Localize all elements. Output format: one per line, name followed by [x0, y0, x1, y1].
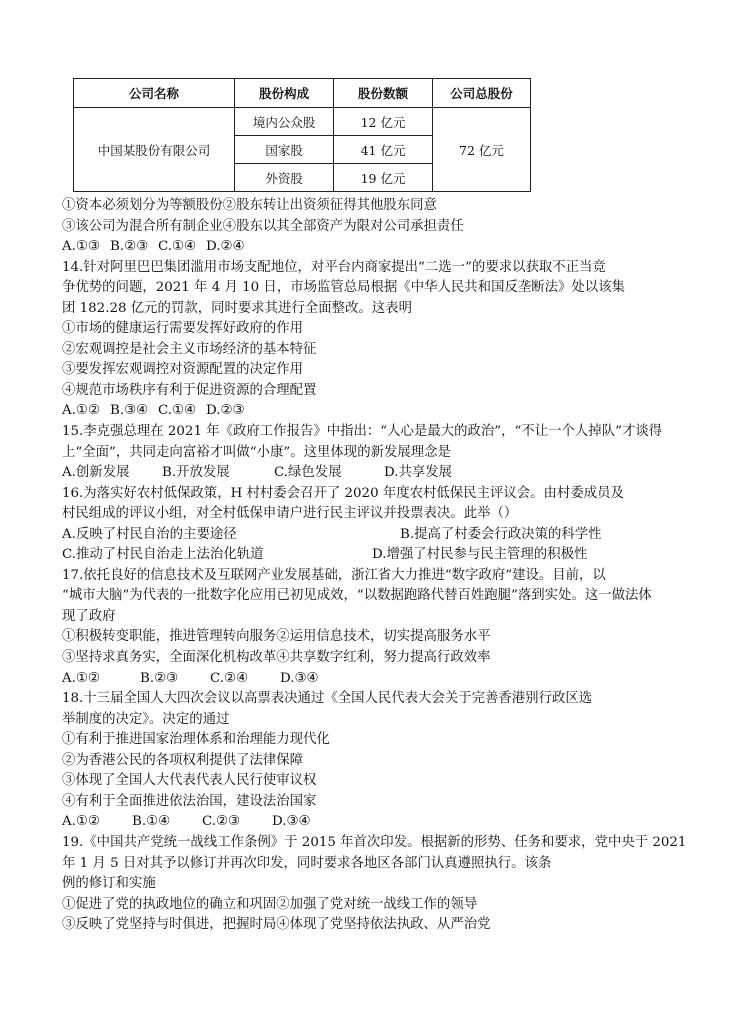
total-shares-cell: 72 亿元	[433, 108, 531, 192]
q17-option-a[interactable]: A.①②	[62, 670, 100, 686]
q14-stem-line: 14.针对阿里巴巴集团滥用市场支配地位，对平台内商家提出“二选一”的要求以获取不正当竞	[62, 259, 606, 275]
q17-stem-line: 17.依托良好的信息技术及互联网产业发展基础，浙江省大力推进“数字政府”建设。目前，以	[62, 567, 606, 583]
share-type-cell: 境内公众股	[235, 108, 334, 136]
header-share-type: 股份构成	[235, 79, 334, 108]
q19-stem-line: 例的修订和实施	[62, 876, 156, 892]
q13-statement-line: ①资本必须划分为等额股份②股东转让出资须征得其他股东同意	[62, 198, 437, 213]
q16-options-cd	[62, 545, 722, 566]
q16-option-c[interactable]: C.推动了村民自治走上法治化轨道	[62, 547, 264, 563]
q17-statements-34: ③坚持求真务实，全面深化机构改革④共享数字红利，努力提高行政效率	[62, 650, 491, 666]
q15-option-c[interactable]: C.绿色发展	[274, 465, 342, 481]
q14-statement-2: ②宏观调控是社会主义市场经济的基本特征	[62, 341, 317, 357]
q14-statement-3: ③要发挥宏观调控对资源配置的决定作用	[62, 362, 304, 378]
q15-options	[62, 463, 722, 484]
q18-option-b[interactable]: B.①④	[132, 814, 171, 830]
q14-options	[62, 401, 722, 422]
company-name-cell: 中国某股份有限公司	[74, 108, 235, 192]
share-amount-cell: 19 亿元	[334, 164, 433, 192]
q14-option-b[interactable]: B.③④	[110, 403, 149, 419]
q15-stem-line: 15.李克强总理在 2021 年《政府工作报告》中指出：“人心是最大的政治”，“不让一个人掉队”才谈得	[62, 424, 663, 440]
q13-statement-line: ③该公司为混合所有制企业④股东以其全部资产为限对公司承担责任	[62, 218, 464, 234]
q17-option-c[interactable]: C.②④	[210, 670, 249, 686]
q16-stem-line: 村民组成的评议小组，对全村低保申请户进行民主评议并投票表决。此举（）	[62, 506, 518, 522]
header-share-amount: 股份数额	[334, 79, 433, 108]
q13-option-b[interactable]: B.②③	[110, 239, 149, 255]
q14-statement-1: ①市场的健康运行需要发挥好政府的作用	[62, 321, 304, 337]
q14-stem-line: 争优势的问题，2021 年 4 月 10 日，市场监管总局根据《中华人民共和国反垄断法》处以该集	[62, 280, 625, 296]
q18-stem-line: 举制度的决定》。决定的通过	[62, 711, 230, 727]
share-amount-cell: 41 亿元	[334, 136, 433, 164]
q16-option-d[interactable]: D.增强了村民参与民主管理的积极性	[372, 547, 588, 563]
q16-stem-line: 16.为落实好农村低保政策，H 村村委会召开了 2020 年度农村低保民主评议会。由村委成员及	[62, 485, 624, 501]
q15-stem-line: 上“全面”，共同走向富裕才叫做“小康”。这里体现的新发展理念是	[62, 444, 451, 460]
q16-option-a[interactable]: A.反映了村民自治的主要途径	[62, 526, 237, 542]
q16-options-ab	[62, 525, 722, 546]
q15-option-b[interactable]: B.开放发展	[162, 465, 230, 481]
question-text-body	[62, 196, 722, 936]
header-company-name: 公司名称	[74, 79, 235, 108]
q18-option-a[interactable]: A.①②	[62, 814, 100, 830]
q19-statements-12: ①促进了党的执政地位的确立和巩固②加强了党对统一战线工作的领导	[62, 896, 478, 912]
q14-option-c[interactable]: C.①④	[158, 403, 197, 419]
q18-statement-1: ①有利于推进国家治理体系和治理能力现代化	[62, 732, 330, 748]
share-type-cell: 国家股	[235, 136, 334, 164]
q14-option-a[interactable]: A.①②	[62, 403, 100, 419]
share-structure-table	[73, 78, 531, 192]
q14-stem-line: 团 182.28 亿元的罚款，同时要求其进行全面整改。这表明	[62, 300, 412, 316]
q18-options	[62, 812, 722, 833]
q17-statements-12: ①积极转变职能，推进管理转向服务②运用信息技术，切实提高服务水平	[62, 629, 491, 645]
q19-stem-line: 19.《中国共产党统一战线工作条例》于 2015 年首次印发。根据新的形势、任务和要求，党中央于 2021	[62, 834, 687, 850]
q13-option-d[interactable]: D.②④	[206, 239, 245, 255]
q18-option-c[interactable]: C.②③	[202, 814, 241, 830]
q15-option-a[interactable]: A.创新发展	[62, 465, 130, 481]
q17-stem-line: 现了政府	[62, 608, 116, 624]
q19-statements-34: ③反映了党坚持与时俱进，把握时局④体现了党坚持依法执政、从严治党	[62, 917, 491, 933]
q16-option-b[interactable]: B.提高了村委会行政决策的科学性	[400, 526, 602, 542]
q13-options	[62, 237, 722, 258]
q19-stem-line: 年 1 月 5 日对其予以修订并再次印发，同时要求各地区各部门认真遵照执行。该条	[62, 855, 552, 871]
q17-options	[62, 669, 722, 690]
q17-option-d[interactable]: D.③④	[280, 670, 319, 686]
q18-option-d[interactable]: D.③④	[272, 814, 311, 830]
table-header-row	[74, 79, 531, 108]
table-row	[74, 108, 531, 136]
q13-option-a[interactable]: A.①③	[62, 239, 100, 255]
q14-option-d[interactable]: D.②③	[206, 403, 245, 419]
q15-option-d[interactable]: D.共享发展	[384, 465, 453, 481]
q14-statement-4: ④规范市场秩序有利于促进资源的合理配置	[62, 382, 317, 398]
q17-stem-line: “城市大脑”为代表的一批数字化应用已初见成效，“以数据跑路代替百姓跑腿”落到实处。这一做法体	[62, 588, 652, 604]
q18-stem-line: 18.十三届全国人大四次会议以高票表决通过《全国人民代表大会关于完善香港别行政区选	[62, 691, 593, 707]
q18-statement-3: ③体现了全国人大代表代表人民行使审议权	[62, 773, 317, 789]
share-structure-table-wrap	[73, 78, 531, 188]
q13-option-c[interactable]: C.①④	[158, 239, 197, 255]
q18-statement-2: ②为香港公民的各项权利提供了法律保障	[62, 752, 304, 768]
share-amount-cell: 12 亿元	[334, 108, 433, 136]
share-type-cell: 外资股	[235, 164, 334, 192]
header-total-shares: 公司总股份	[433, 79, 531, 108]
q18-statement-4: ④有利于全面推进依法治国，建设法治国家	[62, 793, 317, 809]
q17-option-b[interactable]: B.②③	[140, 670, 179, 686]
